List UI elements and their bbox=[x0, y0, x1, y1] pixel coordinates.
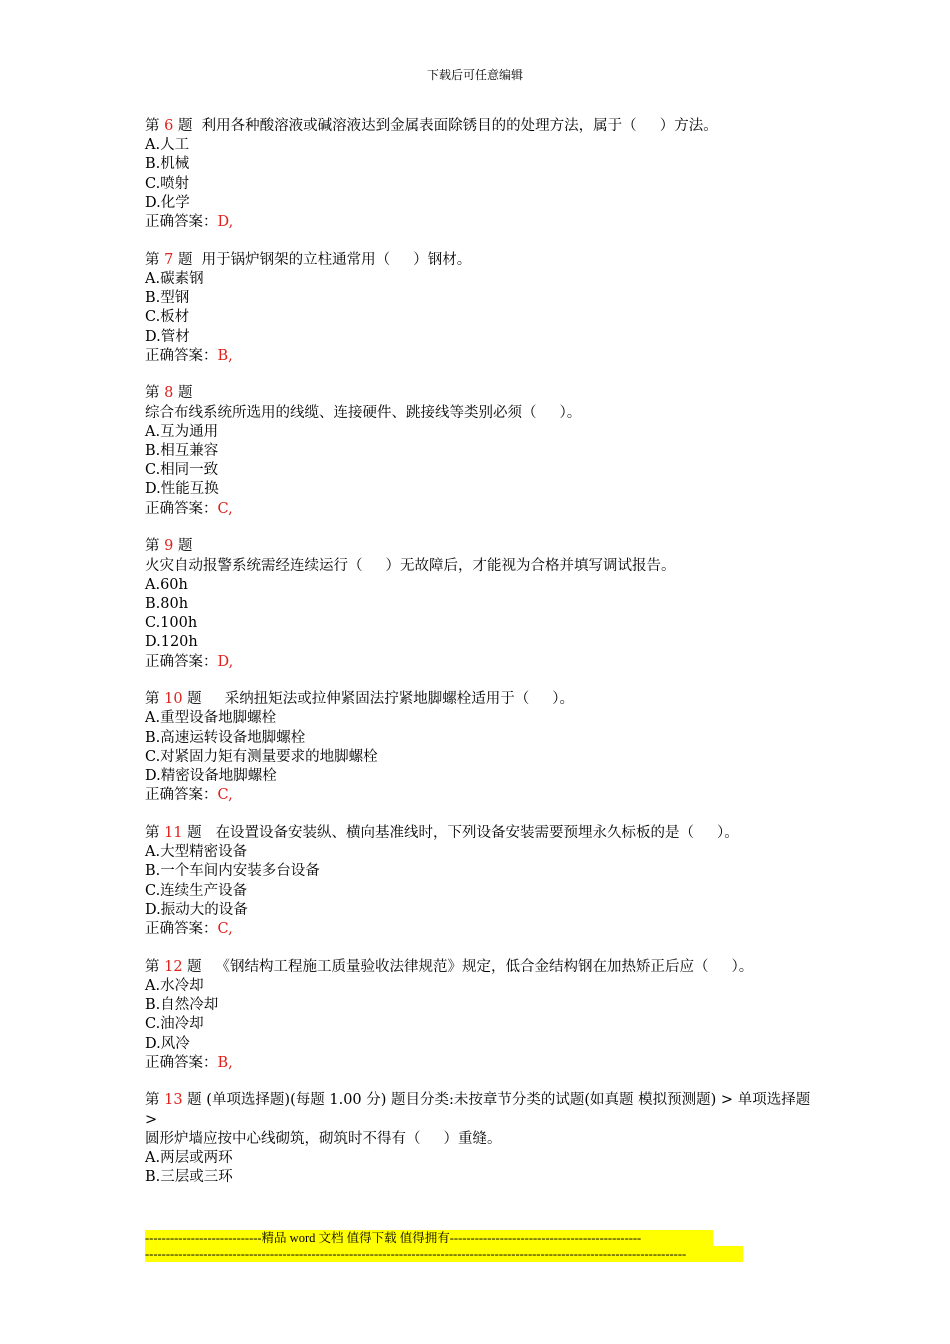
question-stem: 火灾自动报警系统需经连续运行（ ）无故障后，才能视为合格并填写调试报告。 bbox=[145, 557, 676, 574]
option-b: B.自然冷却 bbox=[145, 997, 219, 1014]
question-number: 11 bbox=[164, 825, 183, 841]
correct-answer bbox=[145, 653, 815, 672]
option-c: C.对紧固力矩有测量要求的地脚螺栓 bbox=[145, 748, 378, 765]
question-number: 8 bbox=[164, 385, 174, 402]
option-a: A.重型设备地脚螺栓 bbox=[145, 710, 277, 727]
question-9 bbox=[145, 537, 815, 671]
answer-label: 正确答案： bbox=[145, 653, 218, 670]
answer-value: B, bbox=[217, 1054, 233, 1071]
option-d: D.120h bbox=[145, 634, 198, 651]
correct-answer bbox=[145, 1054, 815, 1073]
question-stem: 圆形炉墙应按中心线砌筑，砌筑时不得有（ ）重缝。 bbox=[145, 1130, 502, 1147]
question-12 bbox=[145, 958, 815, 1073]
option-d: D.振动大的设备 bbox=[145, 901, 248, 918]
question-text: 题 (单项选择题)(每题 1.00 分) 题目分类:未按章节分类的试题(如真题 模拟预测题) > 单项选择题 > bbox=[145, 1092, 815, 1128]
option-c: C.连续生产设备 bbox=[145, 882, 248, 899]
option-d: D.化学 bbox=[145, 194, 190, 211]
question-prefix: 第 bbox=[145, 1092, 165, 1109]
option-c: C.100h bbox=[145, 615, 198, 632]
correct-answer bbox=[145, 347, 815, 366]
question-prefix: 第 bbox=[145, 691, 165, 708]
question-prefix: 第 bbox=[145, 385, 165, 402]
option-b: B.高速运转设备地脚螺栓 bbox=[145, 729, 306, 746]
question-number: 7 bbox=[164, 251, 174, 268]
question-prefix: 第 bbox=[145, 958, 165, 975]
footer-dash-line: ---------------------------------------------------------------------------------------------------------------------------------- bbox=[145, 1246, 743, 1262]
option-a: A.水冷却 bbox=[145, 977, 204, 994]
option-b: B.三层或三环 bbox=[145, 1169, 233, 1186]
question-number: 9 bbox=[164, 538, 174, 555]
option-a: A.大型精密设备 bbox=[145, 844, 248, 861]
question-text: 题 用于锅炉钢架的立柱通常用（ ）钢材。 bbox=[173, 251, 472, 268]
question-title bbox=[145, 1091, 815, 1129]
answer-label: 正确答案： bbox=[145, 921, 218, 938]
answer-value: C, bbox=[217, 921, 233, 938]
question-title bbox=[145, 384, 815, 403]
option-c: C.油冷却 bbox=[145, 1016, 204, 1033]
option-d: D.精密设备地脚螺栓 bbox=[145, 768, 277, 785]
answer-value: B, bbox=[217, 347, 233, 364]
answer-label: 正确答案： bbox=[145, 500, 218, 517]
question-number: 12 bbox=[164, 958, 183, 975]
answer-value: C, bbox=[217, 500, 233, 517]
answer-value: D, bbox=[217, 653, 234, 670]
answer-label: 正确答案： bbox=[145, 787, 218, 804]
question-text: 题 利用各种酸溶液或碱溶液达到金属表面除锈目的的处理方法，属于（ ）方法。 bbox=[173, 118, 718, 134]
question-list bbox=[145, 117, 815, 1206]
correct-answer bbox=[145, 500, 815, 519]
option-a: A.60h bbox=[145, 576, 188, 593]
question-stem: 综合布线系统所选用的线缆、连接硬件、跳接线等类别必须（ ）。 bbox=[145, 404, 582, 421]
question-number: 13 bbox=[164, 1092, 183, 1109]
question-title bbox=[145, 824, 815, 843]
option-a: A.两层或两环 bbox=[145, 1150, 233, 1167]
option-a: A.人工 bbox=[145, 137, 190, 154]
question-title bbox=[145, 117, 815, 136]
question-text: 题 在设置设备安装纵、横向基准线时，下列设备安装需要预埋永久标板的是（ ）。 bbox=[182, 825, 739, 841]
option-c: C.喷射 bbox=[145, 175, 190, 192]
page-header: 下载后可任意编辑 bbox=[426, 68, 523, 82]
question-number: 10 bbox=[164, 691, 183, 708]
option-b: B.80h bbox=[145, 595, 189, 612]
answer-label: 正确答案： bbox=[145, 347, 218, 364]
question-prefix: 第 bbox=[145, 825, 165, 841]
question-prefix: 第 bbox=[145, 251, 165, 268]
question-number: 6 bbox=[164, 118, 174, 134]
option-b: B.一个车间内安装多台设备 bbox=[145, 863, 320, 880]
option-d: D.风冷 bbox=[145, 1035, 190, 1052]
option-a: A.互为通用 bbox=[145, 423, 219, 440]
footer-banner-line: ----------------------------精品 word 文档 值得下载 值得拥有---------------------------------------------- bbox=[145, 1230, 713, 1246]
question-title bbox=[145, 958, 815, 977]
correct-answer bbox=[145, 213, 815, 232]
question-13 bbox=[145, 1091, 815, 1187]
question-text: 题 bbox=[173, 385, 193, 402]
question-text: 题 《钢结构工程施工质量验收法律规范》规定，低合金结构钢在加热矫正后应（ ）。 bbox=[182, 958, 754, 975]
question-11 bbox=[145, 824, 815, 939]
question-text: 题 采纳扭矩法或拉伸紧固法拧紧地脚螺栓适用于（ ）。 bbox=[182, 691, 575, 708]
question-prefix: 第 bbox=[145, 118, 165, 134]
option-b: B.型钢 bbox=[145, 290, 190, 307]
option-a: A.碳素钢 bbox=[145, 270, 204, 287]
option-c: C.相同一致 bbox=[145, 462, 219, 479]
question-title bbox=[145, 690, 815, 709]
answer-value: C, bbox=[217, 787, 233, 804]
answer-label: 正确答案： bbox=[145, 214, 218, 231]
question-6 bbox=[145, 117, 815, 232]
option-b: B.机械 bbox=[145, 156, 190, 173]
question-prefix: 第 bbox=[145, 538, 165, 555]
correct-answer bbox=[145, 786, 815, 805]
question-title bbox=[145, 537, 815, 556]
correct-answer bbox=[145, 920, 815, 939]
question-text: 题 bbox=[173, 538, 193, 555]
option-b: B.相互兼容 bbox=[145, 443, 219, 460]
question-title bbox=[145, 251, 815, 270]
answer-label: 正确答案： bbox=[145, 1054, 218, 1071]
page-footer bbox=[145, 1230, 743, 1262]
question-7 bbox=[145, 251, 815, 366]
option-d: D.管材 bbox=[145, 328, 190, 345]
option-c: C.板材 bbox=[145, 309, 190, 326]
answer-value: D, bbox=[217, 214, 234, 231]
question-8 bbox=[145, 384, 815, 518]
option-d: D.性能互换 bbox=[145, 481, 219, 498]
question-10 bbox=[145, 690, 815, 805]
